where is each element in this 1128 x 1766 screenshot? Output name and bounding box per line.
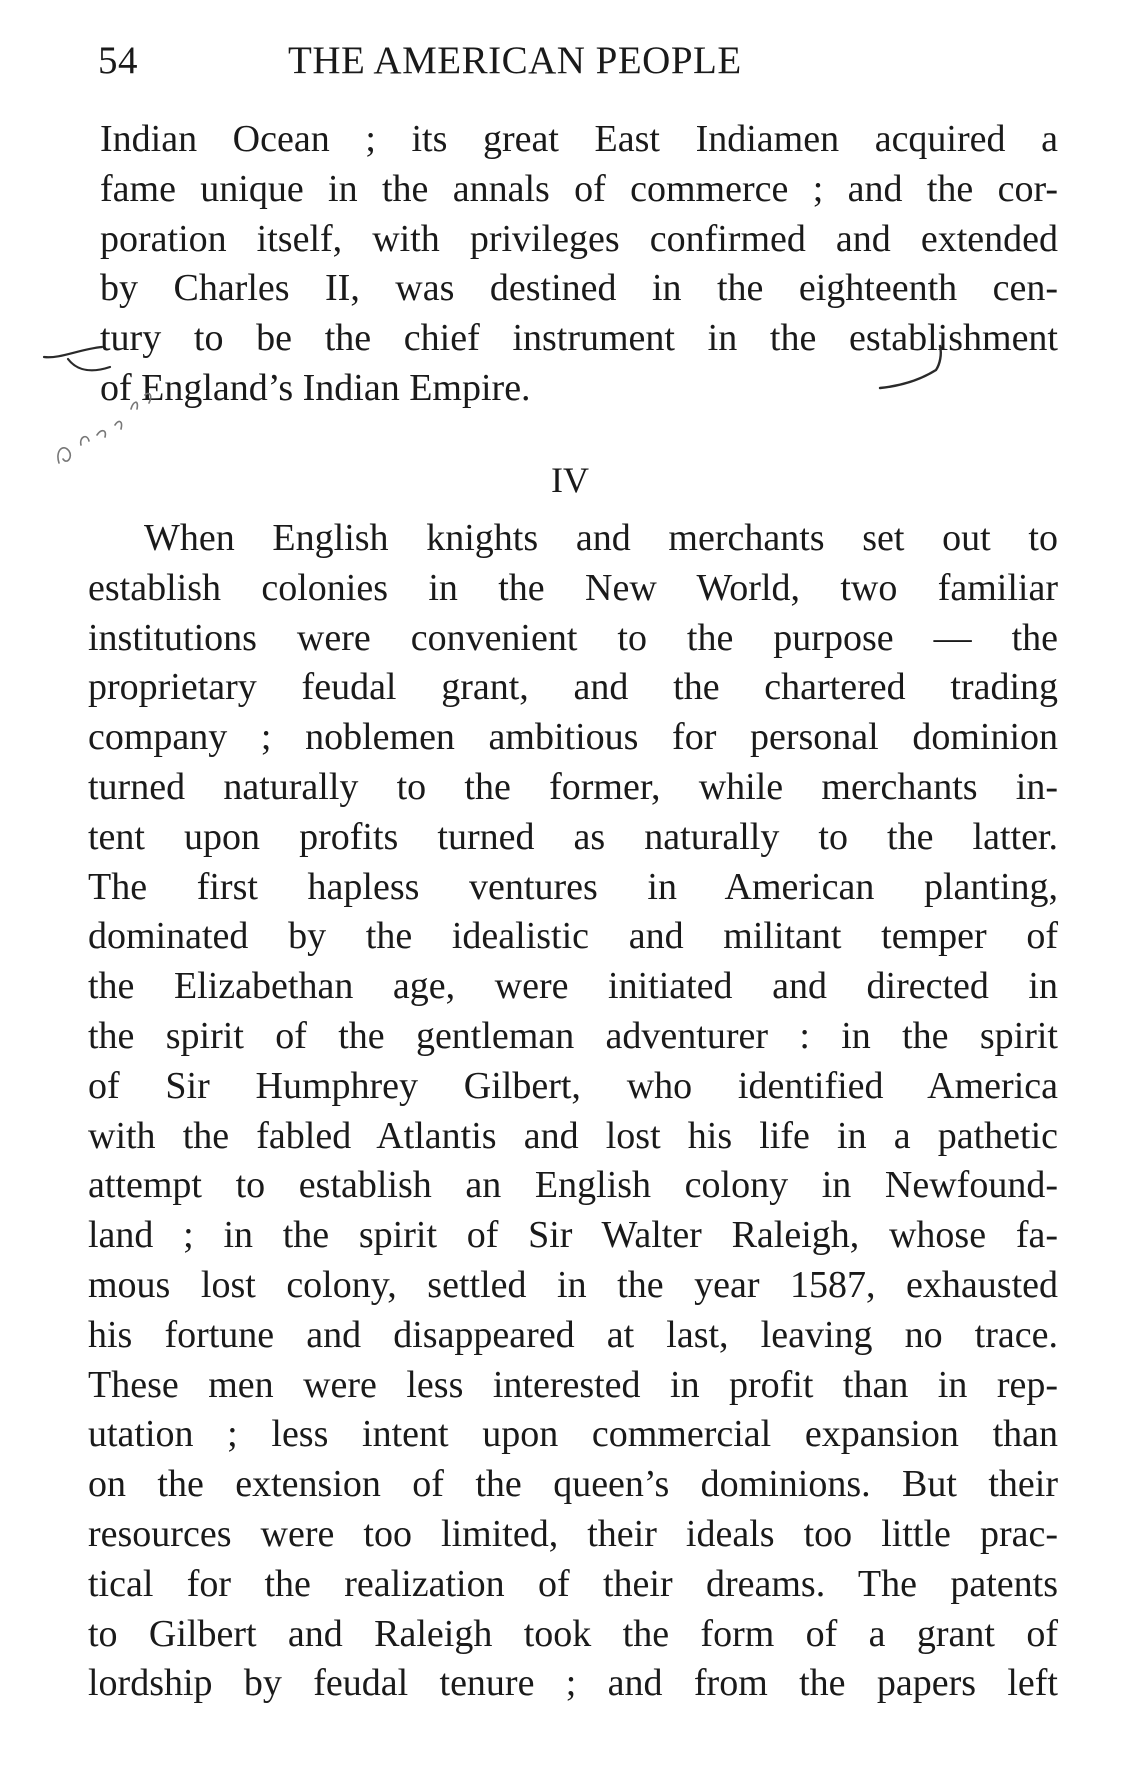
text-line: to Gilbert and Raleigh took the form of a grant of <box>88 1612 1058 1655</box>
text-line: of Sir Humphrey Gilbert, who identified America <box>88 1064 1058 1107</box>
text-line: Indian Ocean ; its great East Indiamen acquired a <box>100 118 1058 160</box>
text-line: establish colonies in the New World, two familiar <box>88 566 1058 609</box>
running-head <box>98 36 898 86</box>
text-line: tury to be the chief instrument in the establishment <box>100 317 1058 360</box>
text-line: lordship by feudal tenure ; and from the papers left <box>88 1662 1058 1705</box>
text-line: institutions were convenient to the purpose — the <box>88 616 1058 659</box>
text-line: company ; noblemen ambitious for personal dominion <box>88 716 1058 759</box>
running-title: THE AMERICAN PEOPLE <box>288 39 742 82</box>
text-line: resources were too limited, their ideals too little prac- <box>88 1512 1058 1555</box>
text-line: on the extension of the queen’s dominions. But their <box>88 1463 1058 1506</box>
text-line: his fortune and disappeared at last, leaving no trace. <box>88 1313 1058 1356</box>
text-line: the spirit of the gentleman adventurer : in the spirit <box>88 1014 1058 1057</box>
text-line: tent upon profits turned as naturally to the latter. <box>88 815 1058 858</box>
text-line: proprietary feudal grant, and the chartered trading <box>88 666 1058 709</box>
text-line: When English knights and merchants set out to <box>144 517 1058 559</box>
text-line: tical for the realization of their dreams. The patents <box>88 1562 1058 1605</box>
page-number: 54 <box>98 39 138 82</box>
text-line: land ; in the spirit of Sir Walter Raleigh, whose fa- <box>88 1214 1058 1257</box>
section-heading: IV <box>551 460 589 500</box>
text-line: turned naturally to the former, while merchants in- <box>88 765 1058 808</box>
main-paragraph <box>88 514 1058 1709</box>
text-line: mous lost colony, settled in the year 1587, exhausted <box>88 1263 1058 1306</box>
text-line: These men were less interested in profit than in rep- <box>88 1363 1058 1406</box>
text-line: by Charles II, was destined in the eighteenth cen- <box>100 267 1058 310</box>
text-line: of England’s Indian Empire. <box>100 366 531 409</box>
text-line: fame unique in the annals of commerce ; and the cor- <box>100 167 1058 210</box>
text-line: the Elizabethan age, were initiated and directed in <box>88 965 1058 1008</box>
text-line: poration itself, with privileges confirmed and extended <box>100 217 1058 260</box>
text-line: The first hapless ventures in American planting, <box>88 865 1058 908</box>
text-line: attempt to establish an English colony in Newfound- <box>88 1164 1058 1207</box>
text-line: with the fabled Atlantis and lost his life in a pathetic <box>88 1114 1058 1157</box>
text-line: utation ; less intent upon commercial expansion than <box>88 1413 1058 1456</box>
continuation-paragraph <box>100 115 1058 414</box>
text-line: dominated by the idealistic and militant temper of <box>88 915 1058 958</box>
